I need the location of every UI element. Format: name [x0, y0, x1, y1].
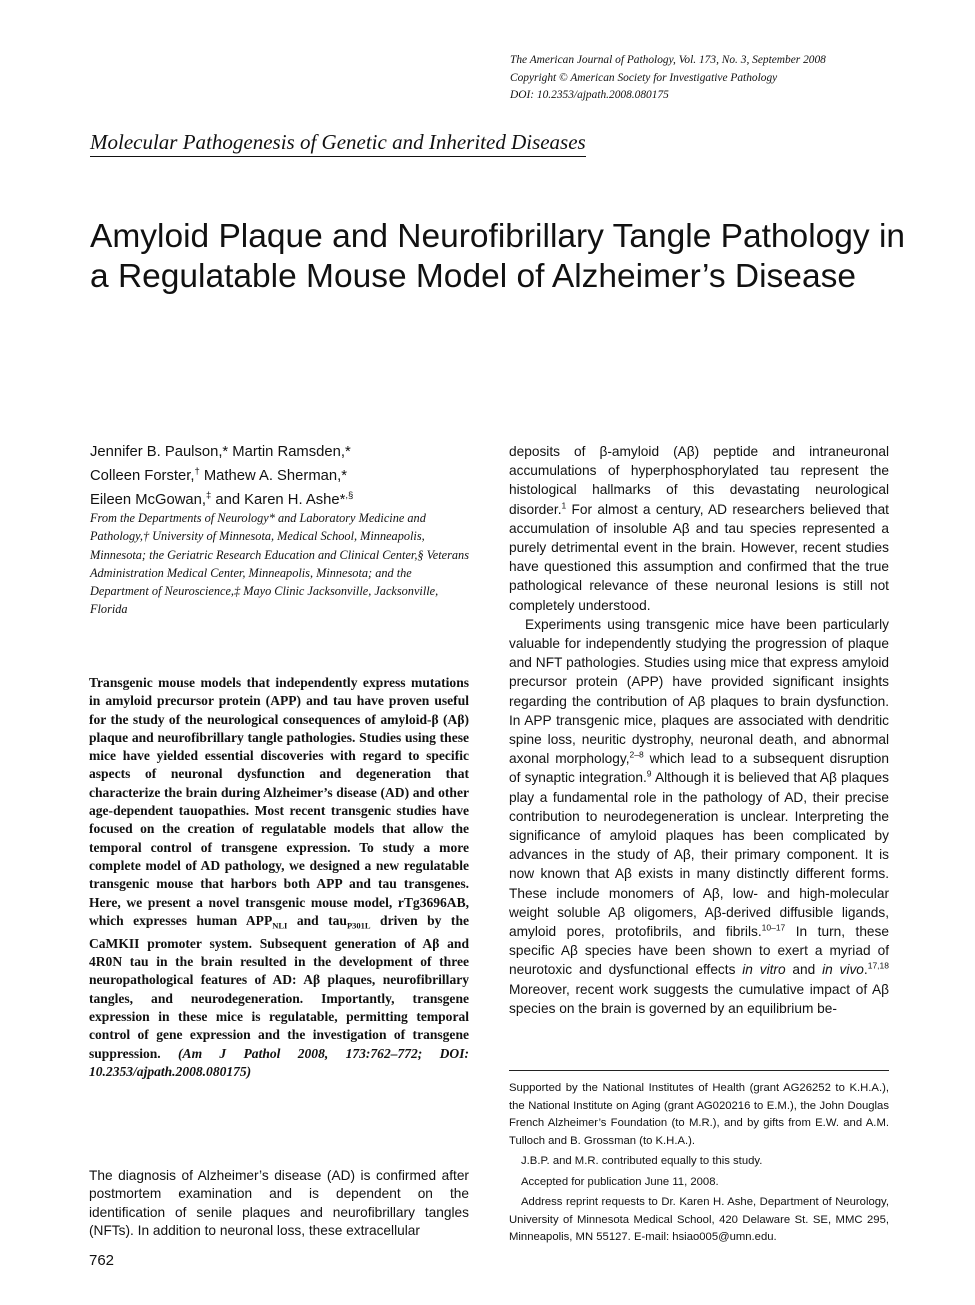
body-paragraph: deposits of β-amyloid (Aβ) peptide and intraneuronal accumulations of hyperphosphorylated tau represent the histological hallmarks of this devastating neurological disorder.$^1$ For almost a century, AD researchers believed that accumulation of insoluble Aβ and tau species represented a purely detrimental event in the brain. However, recent studies have questioned this assumption and confirmed that the true pathological relevance of these neuronal lesions is still not completely understood. — [509, 444, 889, 613]
abstract: Transgenic mouse models that independently express mutations in amyloid precursor protein (APP) and tau have proven useful for the study of the neurological consequences of amyloid-β (Aβ) plaque and neurofibrillary tangle pathologies. Studies using these mice have yielded essential discoveries with regard to specific aspects of neuronal dysfunction and degeneration that characterize the brain during Alzheimer’s disease (AD) and other age-dependent tauopathies. Most recent transgenic studies have focused on the creation of regulatable models that allow the temporal control of transgene expression. To study a more complete model of AD pathology, we designed a new regulatable transgenic mouse that harbors both APP and tau transgenes. Here, we present a novel transgenic mouse model, rTg3696AB, which expresses human $APP_{NLI}$ and tau$_{P301L}$ driven by the CaMKII promoter system. Subsequent generation of Aβ and 4R0N tau in the brain resulted in the development of three neuropathological features of AD: Aβ plaques, neurofibrillary tangles, and neurodegeneration. Importantly, transgene expression in these mice is regulatable, permitting temporal control of gene expression and the investigation of transgene suppression. (Am J Pathol 2008, 173:762–772; DOI: 10.2353/ajpath.2008.080175) — [89, 675, 470, 1079]
body-column-right — [509, 442, 889, 1018]
journal-header — [510, 52, 890, 105]
footnotes — [509, 1080, 889, 1250]
journal-copyright: Copyright © American Society for Investigative Pathology — [510, 71, 778, 84]
affiliations: From the Departments of Neurology* and Laboratory Medicine and Pathology,† University of Minnesota, Medical School, Minneapolis, Minnesota; the Geriatric Research Education and Clinical Center,§ Veterans Administration Medical Center, Minneapolis, Minnesota; and the Department of Neuroscience,‡ Mayo Clinic Jacksonville, Jacksonville, Florida — [90, 511, 469, 617]
author-list — [90, 443, 490, 510]
footnote-accepted: Accepted for publication June 11, 2008. — [521, 1175, 719, 1188]
article-title: Amyloid Plaque and Neurofibrillary Tangle Pathology in a Regulatable Mouse Model of Alzheimer’s Disease — [90, 218, 906, 295]
author-line-2: Colleen Forster,† Mathew A. Sherman,* — [90, 466, 347, 484]
footnote-equal-contribution: J.B.P. and M.R. contributed equally to this study. — [521, 1155, 763, 1167]
journal-doi: DOI: 10.2353/ajpath.2008.080175 — [510, 89, 669, 101]
section-heading: Molecular Pathogenesis of Genetic and Inherited Diseases — [90, 130, 586, 157]
author-line-1: Jennifer B. Paulson,* Martin Ramsden,* — [90, 444, 351, 460]
author-line-3: Eileen McGowan,‡ and Karen H. Ashe*,§ — [90, 489, 354, 508]
abstract-citation: (Am J Pathol 2008, 173:762–772; DOI: 10.2353/ajpath.2008.080175) — [89, 1045, 470, 1079]
footnote-support: Supported by the National Institutes of Health (grant AG26252 to K.H.A.), the National Institute on Aging (grant AG020216 to E.M.), the John Douglas French Alzheimer’s Foundation (to M.R.), and by gifts from E.W. and A.M. Tulloch and B. Grossman (to K.H.A.). — [509, 1082, 889, 1147]
journal-citation: The American Journal of Pathology, Vol. 173, No. 3, September 2008 — [510, 54, 826, 66]
footnote-reprint: Address reprint requests to Dr. Karen H. Ashe, Department of Neurology, University of Minnesota Medical School, 420 Delaware St. SE, MMC 295, Minneapolis, MN 55127. E-mail: hsiao005@umn.edu. — [509, 1196, 889, 1243]
footnote-divider — [509, 1070, 889, 1071]
intro-paragraph: The diagnosis of Alzheimer’s disease (AD) is confirmed after postmortem examination and is dependent on the identification of senile plaques and neurofibrillary tangles (NFTs). In addition to neuronal loss, these extracellular — [89, 1168, 469, 1238]
page-number: 762 — [89, 1252, 115, 1269]
body-paragraph: Experiments using transgenic mice have been particularly valuable for independently studying the progression of plaque and NFT pathologies. Studies using mice that express amyloid precursor protein (APP) have provided significant insights regarding the contribution of Aβ plaques to brain dysfunction. In APP transgenic mice, plaques are associated with dendritic spine loss, neuritic dystrophy, neuronal death, and abnormal axonal morphology,$^{2-8}$ which lead to a subsequent disruption of synaptic integration.$^9$ Although it is believed that Aβ plaques play a fundamental role in the pathology of AD, their precise contribution to neurodegeneration is unclear. Interpreting the significance of amyloid plaques has been complicated by advances in the study of Aβ, their primary component. It is now known that Aβ exists in many distinctly different forms. These include monomers of Aβ, low- and high-molecular weight soluble Aβ oligomers, Aβ-derived diffusible ligands, amyloid pores, protofibrils, and fibrils.$^{10-17}$ In turn, these specific Aβ species have been shown to exert a myriad of neurotoxic and dysfunctional effects in vitro and in vivo.$^{17,18}$ Moreover, recent work suggests the cumulative impact of Aβ species on the brain is governed by an equilibrium be- — [509, 616, 889, 1016]
